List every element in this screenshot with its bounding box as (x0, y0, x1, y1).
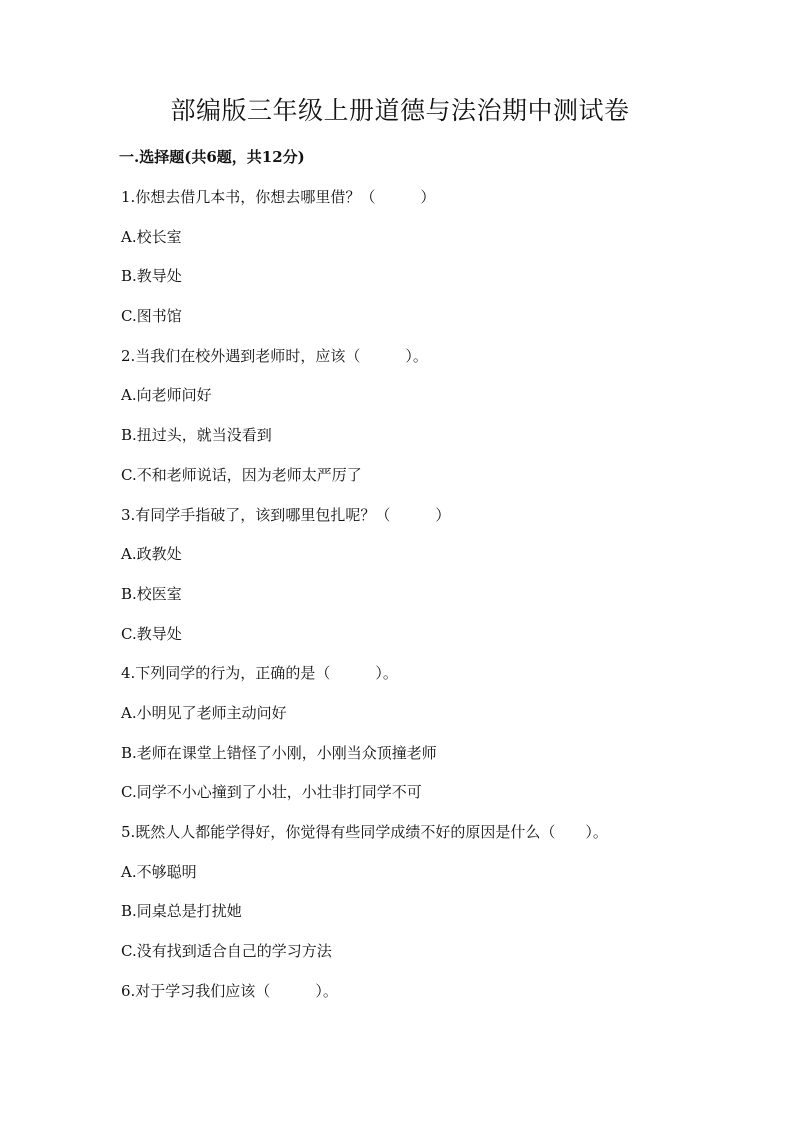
question-5-stem: 5.既然人人都能学得好，你觉得有些同学成绩不好的原因是什么（ ）。 (121, 823, 608, 841)
question-4-option-a: A.小明见了老师主动问好 (121, 703, 287, 722)
question-1-option-b: B.教导处 (121, 267, 182, 286)
question-1-stem: 1.你想去借几本书，你想去哪里借？（ ） (121, 188, 436, 206)
question-2-stem: 2.当我们在校外遇到老师时，应该（ ）。 (121, 346, 428, 365)
question-5-option-b: B.同桌总是打扰她 (121, 902, 242, 921)
question-3-option-a: A.政教处 (121, 545, 182, 564)
question-list (121, 186, 741, 1019)
question-6-stem: 6.对于学习我们应该（ ）。 (121, 981, 338, 1000)
question-2-option-b: B.扭过头，就当没看到 (121, 426, 272, 445)
question-2-option-a: A.向老师问好 (121, 386, 212, 405)
question-5-option-c: C.没有找到适合自己的学习方法 (121, 942, 332, 961)
question-4-option-c: C.同学不小心撞到了小壮，小壮非打同学不可 (121, 783, 422, 802)
question-4-option-b: B.老师在课堂上错怪了小刚，小刚当众顶撞老师 (121, 743, 437, 762)
question-3-stem: 3.有同学手指破了，该到哪里包扎呢？（ ） (121, 505, 451, 524)
question-3-option-b: B.校医室 (121, 584, 182, 603)
question-1-option-a: A.校长室 (121, 227, 182, 246)
question-4-stem: 4.下列同学的行为，正确的是（ ）。 (121, 664, 398, 683)
question-1-option-c: C.图书馆 (121, 307, 182, 326)
page-title: 部编版三年级上册道德与法治期中测试卷 (170, 96, 630, 125)
question-3-option-c: C.教导处 (121, 624, 182, 643)
question-2-option-c: C.不和老师说话，因为老师太严厉了 (121, 465, 362, 484)
question-5-option-a: A.不够聪明 (121, 862, 197, 881)
section-heading: 一.选择题(共6题，共12分) (119, 148, 305, 166)
